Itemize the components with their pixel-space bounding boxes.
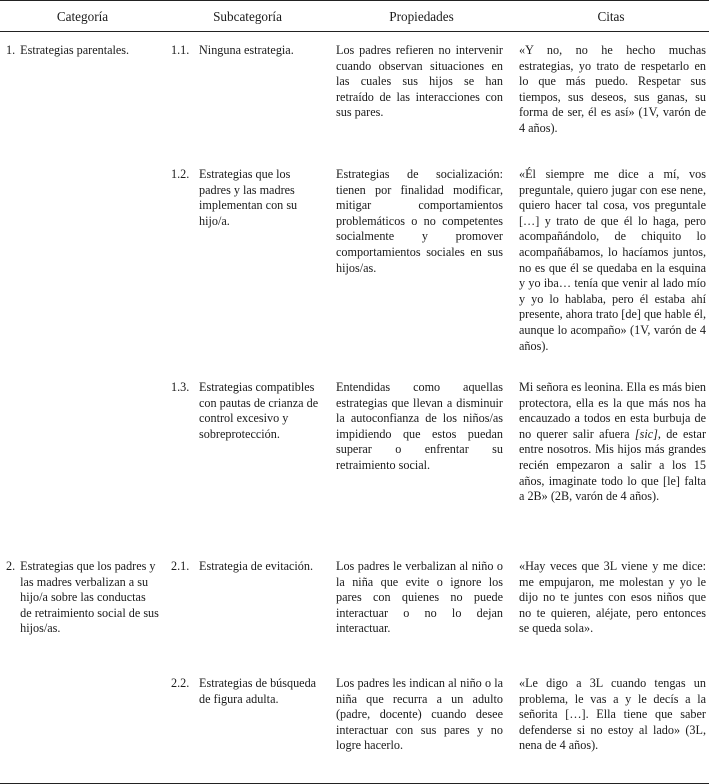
propiedades-cell: Estrategias de socialización: tienen por finalidad modificar, mitigar comportamientos problemáticos o no competentes socialmente y promover comportamientos sociales en sus hijos/as. — [336, 167, 503, 275]
subcategoria-text: Estrategias de búsqueda de figura adulta. — [199, 676, 317, 706]
cita-sic-italic: [sic] — [634, 426, 658, 441]
table-row — [0, 665, 709, 784]
cita-cell — [513, 369, 709, 548]
categoria-cell — [0, 369, 165, 548]
table-row — [0, 369, 709, 548]
propiedades-cell: Los padres refieren no intervenir cuando observan situaciones en las cuales sus hijos se han retraído de las interacciones con sus pares. — [336, 43, 503, 120]
subcategoria-text: Estrategia de evitación. — [199, 559, 314, 573]
subcategoria-number: 1.1. — [171, 43, 190, 57]
header-categoria: Categoría — [0, 1, 165, 32]
subcategoria-cell — [165, 369, 330, 548]
categoria-number: 2. — [6, 559, 16, 573]
cita-cell: «Le digo a 3L cuando tengas un problema, le vas a y le decís a la señorita […]. Ella tiene que saber defenderse si no estoy al lado» (3L, nena de 4 años). — [513, 665, 709, 784]
subcategoria-text: Estrategias compatibles con pautas de crianza de control excesivo y sobreprotección. — [199, 380, 319, 441]
cita-text-part: , de estar entre nosotros. Mis hijos más grandes recién empezaron a salir a los 15 años, imaginate todo lo que [le] falta a 2B» (2B, varón de 4 años). — [519, 426, 707, 504]
subcategoria-cell — [165, 665, 330, 784]
cita-cell: «Él siempre me dice a mí, vos preguntale, quiero jugar con ese nene, quiero hacer tal cosa, vos preguntale […] y trato de que él lo haga, pero acompañándolo, de chiquito lo acompañábamos, lo hacíamos juntos, no es que él se quedaba en la esquina y yo iba… tenía que venir al lado mío y yo lo hablaba, pero él estaba ahí presente, ahora trato [de] que hable él, aunque lo acompaño» (1V, varón de 4 años). — [519, 167, 706, 353]
subcategoria-number: 2.2. — [171, 676, 190, 690]
cita-text-part: Mi señora es leonina. Ella es más bien protectora, ella es la que más nos ha encauzado a todos en esta burbuja de no querer salir afuera — [519, 380, 706, 441]
categoria-text: Estrategias que los padres y las madres verbalizan a su hijo/a sobre las conductas de retraimiento social de sus hijos/as. — [20, 559, 159, 636]
subcategoria-cell — [165, 156, 330, 369]
categoria-number: 1. — [6, 43, 16, 57]
table-header — [0, 1, 709, 32]
categoria-cell — [0, 156, 165, 369]
categoria-text: Estrategias parentales. — [20, 43, 130, 57]
subcategoria-cell — [165, 32, 330, 157]
subcategoria-number: 1.3. — [171, 380, 190, 394]
categoria-cell — [0, 665, 165, 784]
subcategoria-cell — [165, 548, 330, 665]
header-citas: Citas — [513, 1, 709, 32]
header-propiedades: Propiedades — [330, 1, 513, 32]
table-row — [0, 156, 709, 369]
categoria-cell — [0, 32, 165, 157]
header-subcategoria: Subcategoría — [165, 1, 330, 32]
table-row — [0, 548, 709, 665]
table-row — [0, 32, 709, 157]
subcategoria-number: 2.1. — [171, 559, 190, 573]
propiedades-cell: Entendidas como aquellas estrategias que llevan a disminuir la autoconfianza de los niños/as impidiendo que estos puedan superar o enfrentar su retraimiento social. — [336, 380, 503, 472]
subcategoria-text: Ninguna estrategia. — [199, 43, 294, 57]
subcategoria-text: Estrategias que los padres y las madres implementan con su hijo/a. — [199, 167, 298, 228]
subcategoria-number: 1.2. — [171, 167, 190, 181]
cita-cell: «Hay veces que 3L viene y me dice: me empujaron, me molestan y yo le dijo no te juntes con esos niños que no te quieren, aléjate, pero entonces se queda sola». — [519, 559, 706, 636]
cita-cell: «Y no, no he hecho muchas estrategias, yo trato de respetarlo en lo que más puedo. Respetar sus tiempos, sus deseos, sus ganas, su forma de ser, él es así» (1V, varón de 4 años). — [519, 43, 706, 135]
categoria-cell — [0, 548, 165, 665]
propiedades-cell: Los padres les indican al niño o la niña que recurra a un adulto (padre, docente) cuando desee interactuar con sus pares y no logre hacerlo. — [330, 665, 513, 784]
propiedades-cell: Los padres le verbalizan al niño o la niña que evite o ignore los pares con quienes no puede interactuar o no lo dejan interactuar. — [336, 559, 503, 636]
